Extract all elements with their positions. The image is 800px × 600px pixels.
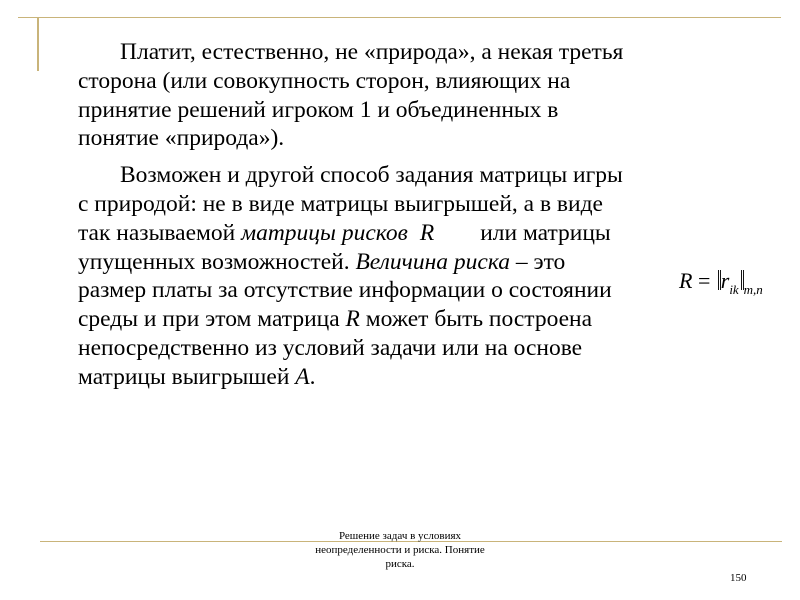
formula-element-index: ik — [729, 282, 739, 297]
text-fragment: или матрицы — [480, 219, 611, 246]
term-risk-value: Величина риска — [355, 248, 510, 275]
text-line: непосредственно из условий задачи или на основе — [78, 334, 583, 361]
footer-caption-line: Решение задач в условиях — [338, 530, 462, 542]
formula-element: r — [720, 268, 730, 293]
footer-caption-line: риска. — [385, 558, 415, 570]
text-fragment: . — [309, 363, 316, 390]
text-line: принятие решений игроком 1 и объединенных в — [78, 96, 559, 123]
text-line — [78, 219, 768, 248]
formula-dimensions: m,n — [743, 282, 763, 297]
variable-r: R — [419, 219, 435, 246]
norm-close-bars: ‖ — [739, 266, 743, 297]
page-number: 150 — [730, 572, 747, 584]
paragraph-1 — [78, 38, 768, 153]
text-fragment: матрицы выигрышей — [78, 363, 296, 390]
text-fragment: так называемой — [78, 219, 242, 246]
text-line — [78, 363, 768, 392]
text-fragment: среды и при этом матрица — [78, 306, 346, 333]
text-fragment: может быть построена — [359, 306, 593, 333]
norm-open-bars: ‖ — [716, 266, 721, 297]
text-line: с природой: не в виде матрицы выигрышей, а в виде — [78, 190, 603, 217]
text-line: Платит, естественно, не «природа», а некая третья — [120, 39, 624, 65]
text-fragment: упущенных возможностей. — [78, 248, 356, 275]
text-line: Возможен и другой способ задания матрицы игры — [120, 162, 623, 189]
formula-lhs: R — [679, 268, 693, 293]
variable-r: R — [345, 306, 360, 333]
footer-caption — [290, 529, 510, 571]
text-line: понятие «природа»). — [78, 125, 285, 152]
footer-caption-line: неопределенности и риска. Понятие — [315, 544, 485, 556]
text-line: сторона (или совокупность сторон, влияющих на — [78, 67, 571, 94]
left-decorative-line — [37, 17, 39, 71]
slide-body — [78, 38, 768, 392]
term-risk-matrix: матрицы рисков — [241, 219, 408, 246]
text-line — [78, 248, 768, 277]
paragraph-2 — [78, 161, 768, 391]
top-decorative-line — [18, 17, 781, 18]
formula-equals: = — [692, 268, 716, 293]
text-fragment: – это — [509, 248, 566, 275]
variable-a: A — [295, 363, 310, 390]
risk-matrix-formula — [679, 266, 763, 298]
text-line: размер платы за отсутствие информации о состоянии — [78, 277, 612, 304]
text-line — [78, 305, 768, 334]
